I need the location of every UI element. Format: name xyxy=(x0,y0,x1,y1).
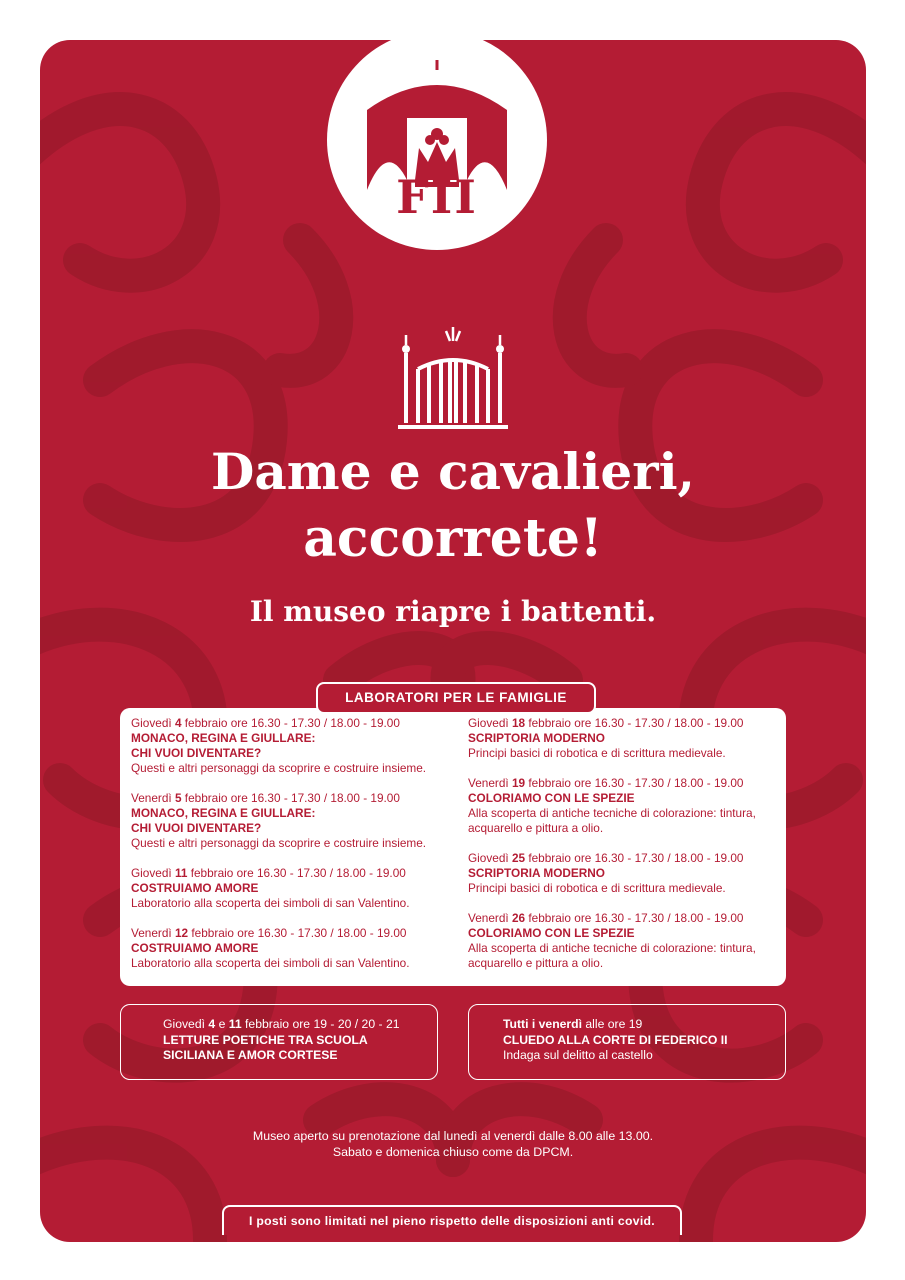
lab-entry-title: COSTRUIAMO AMORE xyxy=(131,941,259,955)
lab-entry-description: Laboratorio alla scoperta dei simboli di san Valentino. xyxy=(131,896,410,910)
opening-hours xyxy=(40,1128,866,1160)
lab-entry-title: CHI VUOI DIVENTARE? xyxy=(131,821,262,835)
lab-entry-description: acquarello e pittura a olio. xyxy=(468,956,604,970)
labs-tab-label: LABORATORI PER LE FAMIGLIE xyxy=(316,682,596,714)
headline-line-1: Dame e cavalieri, xyxy=(211,442,695,501)
covid-notice: I posti sono limitati nel pieno rispetto delle disposizioni anti covid. xyxy=(222,1205,682,1235)
lab-entry-date: Giovedì 4 febbraio ore 16.30 - 17.30 / 18.00 - 19.00 xyxy=(131,716,400,730)
lab-entry-date: Venerdì 12 febbraio ore 16.30 - 17.30 / 18.00 - 19.00 xyxy=(131,926,407,940)
lab-entry-description: Principi basici di robotica e di scrittura medievale. xyxy=(468,881,726,895)
subtitle: Il museo riapre i battenti. xyxy=(249,595,657,628)
lab-entry-title: SCRIPTORIA MODERNO xyxy=(468,731,605,745)
lab-entry-description: Alla scoperta di antiche tecniche di colorazione: tintura, xyxy=(468,941,756,955)
lab-entry xyxy=(468,776,783,836)
event-letture-title-2: SICILIANA E AMOR CORTESE xyxy=(163,1048,338,1062)
lab-entry xyxy=(131,866,451,911)
lab-entry xyxy=(468,851,783,896)
lab-entry-title: COSTRUIAMO AMORE xyxy=(131,881,259,895)
lab-entry xyxy=(131,791,451,851)
lab-entry xyxy=(131,716,451,776)
lab-entry-date: Giovedì 11 febbraio ore 16.30 - 17.30 / 18.00 - 19.00 xyxy=(131,866,406,880)
gate-icon xyxy=(396,323,510,433)
lab-entry-description: Questi e altri personaggi da scoprire e costruire insieme. xyxy=(131,836,427,850)
opening-hours-line-1: Museo aperto su prenotazione dal lunedì al venerdì dalle 8.00 alle 13.00. xyxy=(252,1129,654,1143)
lab-entry-title: SCRIPTORIA MODERNO xyxy=(468,866,605,880)
opening-hours-line-2: Sabato e domenica chiuso come da DPCM. xyxy=(332,1145,574,1159)
headline-line-2: accorrete! xyxy=(303,508,603,569)
event-letture-title: LETTURE POETICHE TRA SCUOLA xyxy=(163,1032,368,1047)
lab-entry-description: Alla scoperta di antiche tecniche di colorazione: tintura, xyxy=(468,806,756,820)
labs-column-right xyxy=(468,716,783,986)
event-letture-box xyxy=(120,1004,438,1080)
lab-entry xyxy=(131,926,451,971)
lab-entry-title: CHI VUOI DIVENTARE? xyxy=(131,746,262,760)
lab-entry-title: COLORIAMO CON LE SPEZIE xyxy=(468,791,635,805)
event-cluedo-title: CLUEDO ALLA CORTE DI FEDERICO II xyxy=(503,1032,728,1047)
lab-entry-title: COLORIAMO CON LE SPEZIE xyxy=(468,926,635,940)
lab-entry-description: Laboratorio alla scoperta dei simboli di san Valentino. xyxy=(131,956,410,970)
lab-entry xyxy=(468,911,783,971)
event-cluedo-box xyxy=(468,1004,786,1080)
event-cluedo-date: Tutti i venerdì alle ore 19 xyxy=(503,1017,643,1031)
lab-entry-date: Venerdì 5 febbraio ore 16.30 - 17.30 / 18.00 - 19.00 xyxy=(131,791,400,805)
lab-entry-description: Questi e altri personaggi da scoprire e costruire insieme. xyxy=(131,761,427,775)
lab-entry-title: MONACO, REGINA E GIULLARE: xyxy=(131,806,316,820)
labs-schedule-box xyxy=(120,708,786,986)
lab-entry-date: Venerdì 26 febbraio ore 16.30 - 17.30 / 18.00 - 19.00 xyxy=(468,911,744,925)
event-letture-date: Giovedì 4 e 11 febbraio ore 19 - 20 / 20 - 21 xyxy=(163,1017,400,1031)
lab-entry xyxy=(468,716,783,761)
lab-entry-date: Giovedì 25 febbraio ore 16.30 - 17.30 / 18.00 - 19.00 xyxy=(468,851,744,865)
event-cluedo-desc: Indaga sul delitto al castello xyxy=(503,1048,653,1062)
lab-entry-description: acquarello e pittura a olio. xyxy=(468,821,604,835)
logo-text: FII xyxy=(396,170,478,224)
lab-entry-title: MONACO, REGINA E GIULLARE: xyxy=(131,731,316,745)
poster xyxy=(40,40,866,1242)
logo-badge xyxy=(327,40,547,250)
lab-entry-date: Giovedì 18 febbraio ore 16.30 - 17.30 / 18.00 - 19.00 xyxy=(468,716,744,730)
lab-entry-description: Principi basici di robotica e di scrittura medievale. xyxy=(468,746,726,760)
labs-column-left xyxy=(131,716,451,986)
lab-entry-date: Venerdì 19 febbraio ore 16.30 - 17.30 / 18.00 - 19.00 xyxy=(468,776,744,790)
